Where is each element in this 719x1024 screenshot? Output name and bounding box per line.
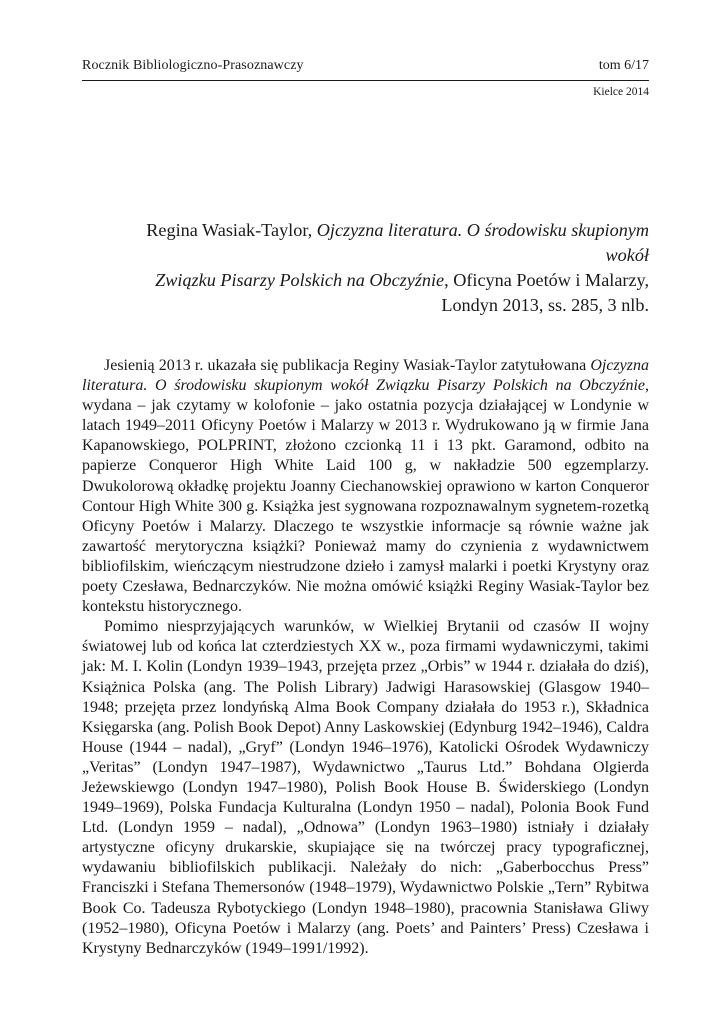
journal-title: Rocznik Bibliologiczno-Prasoznawczy <box>82 58 304 73</box>
review-imprint: Londyn 2013, ss. 285, 3 nlb. <box>441 295 649 315</box>
review-bibliographic-entry <box>100 218 649 318</box>
volume-number: tom 6/17 <box>598 58 649 73</box>
paragraph-1-intro: Jesienią 2013 r. ukazała się publikacja Reginy Wasiak-Taylor zatytułowana <box>104 357 591 374</box>
review-author: Regina Wasiak-Taylor, <box>146 220 313 240</box>
review-title-line1: Ojczyzna literatura. O środowisku skupionym wokół <box>316 220 649 265</box>
paragraph-2: Pomimo niesprzyjających warunków, w Wielkiej Brytanii od czasów II wojny światowej lub od końca lat czterdziestych XX w., poza firmami wydawniczymi, takimi jak: M. I. Kolin (Londyn 1939–1943, przejęta przez „Orbis” w 1944 r. działała do dziś), Książnica Polska (ang. The Polish Library) Jadwigi Harasowskiej (Glasgow 1940–1948; przejęta przez londyńską Alma Book Company działała do 1953 r.), Składnica Księgarska (ang. Polish Book Depot) Anny Laskowskiej (Edynburg 1942–1946), Caldra House (1944 – nadal), „Gryf” (Londyn 1946–1976), Katolicki Ośrodek Wydawniczy „Veritas” (Londyn 1947–1987), Wydawnictwo „Taurus Ltd.” Bohdana Olgierda Jeżewskiewgo (Londyn 1947–1980), Polish Book House B. Świderskiego (Londyn 1949–1969), Polska Fundacja Kulturalna (Londyn 1950 – nadal), Polonia Book Fund Ltd. (Londyn 1959 – nadal), „Odnowa” (Londyn 1963–1980) istniały i działały artystyczne oficyny drukarskie, skupiające się na twórczej pracy typograficznej, wydawaniu bibliofilskich publikacji. Należały do nich: „Gaberbocchus Press” Franciszki i Stefana Themersonów (1948–1979), Wydawnictwo Polskie „Tern” Rybitwa Book Co. Tadeusza Rybotyckiego (Londyn 1948–1980), pracownia Stanisława Gliwy (1952–1980), Oficyna Poetów i Malarzy (ang. Poets’ and Painters’ Press) Czesława i Krystyny Bednarczyków (1949–1991/1992). <box>82 618 649 957</box>
paragraph-1 <box>82 356 649 617</box>
paragraph-1-book-title: Ojczyzna literatura. O środowisku skupionym wokół Związku Pisarzy Polskich na Obczyźnie <box>82 357 649 395</box>
review-title-line2: Związku Pisarzy Polskich na Obczyźnie <box>155 270 445 290</box>
paragraph-1-rest: , wydana – jak czytamy w kolofonie – jako ostatnia pozycja działającej w Londynie w latach 1949–2011 Oficyny Poetów i Malarzy w 2013 r. Wydrukowano ją w firmie Jana Kapanowskiego, POLPRINT, złożono czcionką 11 i 13 pkt. Garamond, odbito na papierze Conqueror High White Laid 100 g, w nakładzie 500 egzemplarzy. Dwukolorową okładkę projektu Joanny Ciechanowskiej oprawiono w karton Conqueror Contour High White 300 g. Książka jest sygnowana rozpoznawalnym sygnetem-rozetką Oficyny Poetów i Malarzy. Dlaczego te wszystkie informacje są równie ważne jak zawartość merytoryczna książki? Ponieważ mamy do czynienia z wydawnictwem bibliofilskim, wieńczącym niestrudzone dzieło i zamysł malarki i poetki Krystyny oraz poety Czesława, Bednarczyków. Nie można omówić książki Reginy Wasiak-Taylor bez kontekstu historycznego. <box>82 377 649 616</box>
article-body <box>82 356 649 959</box>
header-divider <box>82 80 649 81</box>
review-publisher: , Oficyna Poetów i Malarzy, <box>444 270 649 290</box>
place-year: Kielce 2014 <box>593 86 649 98</box>
